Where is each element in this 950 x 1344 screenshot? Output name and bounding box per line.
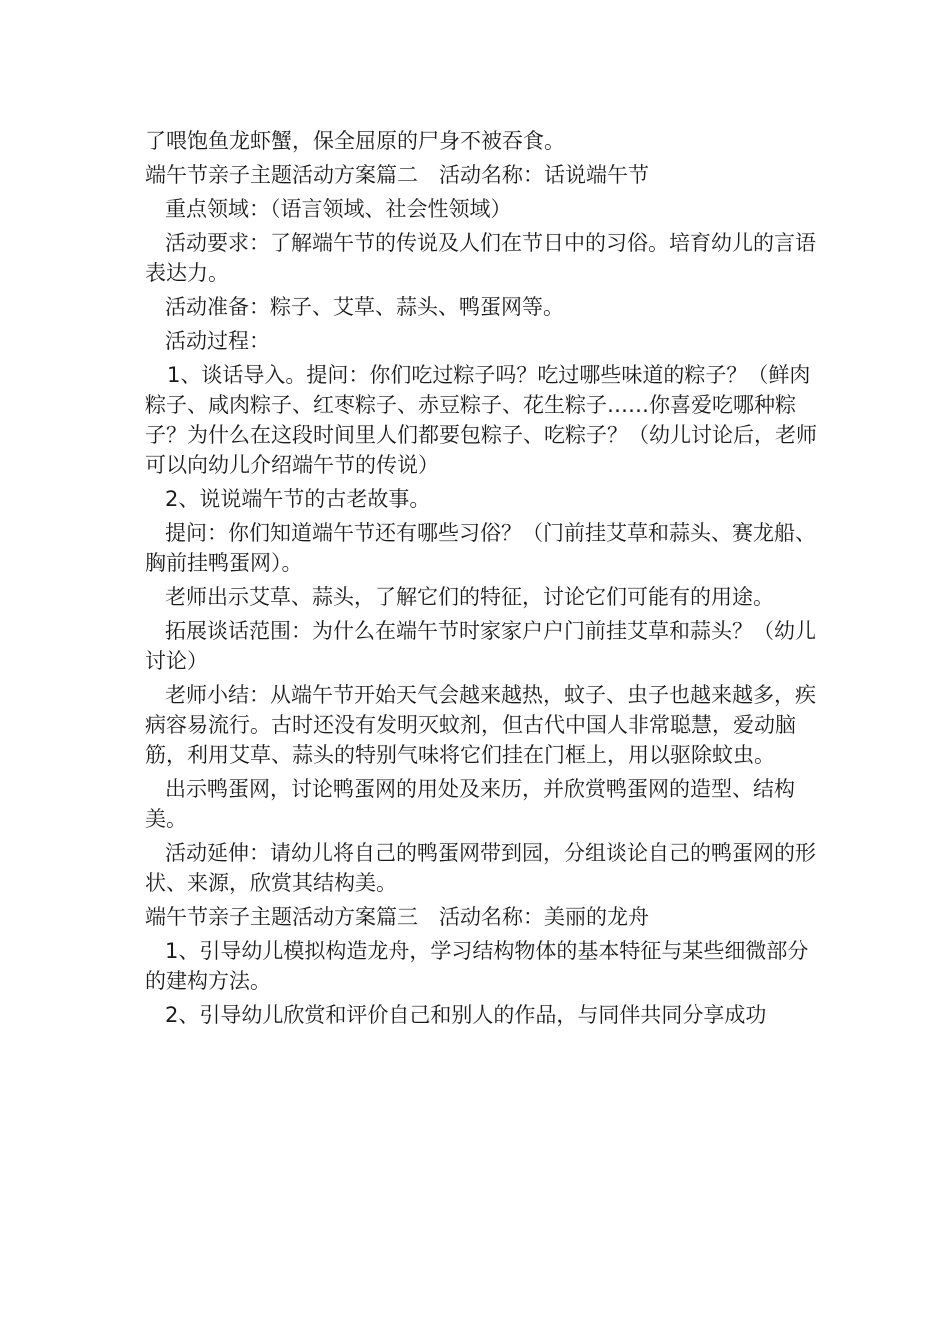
paragraph-teacher-summary: 老师小结：从端午节开始天气会越来越热，蚊子、虫子也越来越多，疾病容易流行。古时还没有发明灭蚊剂，但古代中国人非常聪慧，爱动脑筋，利用艾草、蒜头的特别气味将它们挂在门框上，用以驱除蚊虫。 bbox=[145, 683, 816, 767]
paragraph-focus-area: 重点领域：（语言领域、社会性领域） bbox=[165, 197, 512, 221]
paragraph-step-2: 2、说说端午节的古老故事。 bbox=[165, 487, 431, 511]
paragraph-preparation: 活动准备：粽子、艾草、蒜头、鸭蛋网等。 bbox=[165, 295, 564, 319]
paragraph-teacher-show: 老师出示艾草、蒜头，了解它们的特征，讨论它们可能有的用途。 bbox=[165, 585, 774, 609]
section-heading-3: 端午节亲子主题活动方案篇三 活动名称：美丽的龙舟 bbox=[145, 905, 649, 929]
paragraph-process: 活动过程： bbox=[165, 329, 270, 353]
paragraph-duck-egg-net: 出示鸭蛋网，讨论鸭蛋网的用处及来历，并欣赏鸭蛋网的造型、结构美。 bbox=[145, 777, 795, 831]
paragraph-activity-extension: 活动延伸：请幼儿将自己的鸭蛋网带到园，分组谈论自己的鸭蛋网的形状、来源，欣赏其结构美。 bbox=[145, 841, 816, 895]
paragraph-question: 提问：你们知道端午节还有哪些习俗？（门前挂艾草和蒜头、赛龙船、胸前挂鸭蛋网）。 bbox=[145, 521, 816, 575]
document-body bbox=[145, 126, 825, 1034]
paragraph-goal-2: 2、引导幼儿欣赏和评价自己和别人的作品，与同伴共同分享成功 bbox=[165, 1003, 767, 1027]
paragraph-extend-talk: 拓展谈话范围：为什么在端午节时家家户户门前挂艾草和蒜头？（幼儿讨论） bbox=[145, 619, 816, 673]
paragraph-step-1: 1、谈话导入。提问：你们吃过粽子吗？吃过哪些味道的粽子？（鲜肉粽子、咸肉粽子、红枣粽子、赤豆粽子、花生粽子……你喜爱吃哪种粽子？为什么在这段时间里人们都要包粽子、吃粽子？（幼儿讨论后，老师可以向幼儿介绍端午节的传说） bbox=[145, 363, 817, 477]
paragraph-requirements: 活动要求：了解端午节的传说及人们在节日中的习俗。培育幼儿的言语表达力。 bbox=[145, 231, 816, 285]
paragraph-goal-1: 1、引导幼儿模拟构造龙舟，学习结构物体的基本特征与某些细微部分的建构方法。 bbox=[145, 939, 809, 993]
section-heading-2: 端午节亲子主题活动方案篇二 活动名称：话说端午节 bbox=[145, 163, 649, 187]
paragraph-1: 了喂饱鱼龙虾蟹，保全屈原的尸身不被吞食。 bbox=[145, 129, 565, 153]
